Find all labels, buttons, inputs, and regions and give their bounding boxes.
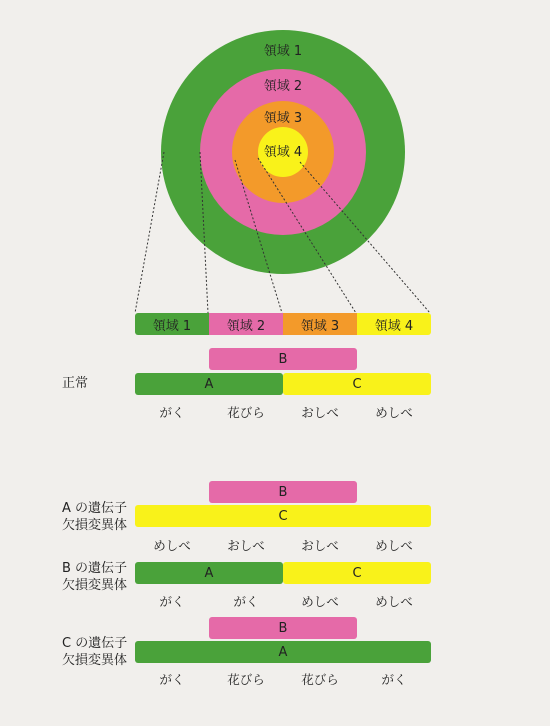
c-mutant-gene-b-bar: B: [209, 617, 357, 639]
a-mutant-label: [62, 500, 127, 534]
b-mutant-organ-1: がく: [159, 594, 185, 609]
normal-organ-1: がく: [159, 405, 185, 420]
region-bar-3: 領域 3: [283, 313, 357, 335]
ring-label-3: 領域 3: [263, 111, 303, 126]
c-mutant-organ-2: 花びら: [227, 672, 265, 687]
region-bar-4: 領域 4: [357, 313, 431, 335]
ring-label-1: 領域 1: [263, 44, 303, 59]
c-mutant-label: [62, 635, 127, 669]
c-mutant-label-line2: 欠損変異体: [62, 653, 128, 668]
a-mutant-organ-4: めしべ: [375, 538, 413, 553]
b-mutant-gene-c-bar: C: [283, 562, 431, 584]
b-mutant-label: [62, 560, 127, 594]
a-mutant-organ-2: おしべ: [227, 538, 265, 553]
a-mutant-gene-b-bar: B: [209, 481, 357, 503]
region-bar-1: 領域 1: [135, 313, 209, 335]
a-mutant-label-line2: 欠損変異体: [62, 518, 128, 533]
c-mutant-organ-4: がく: [381, 672, 407, 687]
normal-organ-3: おしべ: [301, 405, 339, 420]
c-mutant-organ-3: 花びら: [301, 672, 339, 687]
b-mutant-gene-a-bar: A: [135, 562, 283, 584]
normal-gene-c-bar: C: [283, 373, 431, 395]
c-mutant-organ-1: がく: [159, 672, 185, 687]
normal-label: 正常: [62, 376, 89, 391]
b-mutant-label-line2: 欠損変異体: [62, 578, 128, 593]
normal-gene-b-bar: B: [209, 348, 357, 370]
ring-label-2: 領域 2: [263, 79, 303, 94]
b-mutant-organ-2: がく: [233, 594, 259, 609]
b-mutant-label-line1: B の遺伝子: [62, 561, 128, 576]
normal-organ-2: 花びら: [227, 405, 265, 420]
a-mutant-gene-c-bar: C: [135, 505, 431, 527]
connector-line: [135, 152, 164, 313]
c-mutant-label-line1: C の遺伝子: [62, 636, 128, 651]
a-mutant-organ-1: めしべ: [153, 538, 191, 553]
normal-organ-4: めしべ: [375, 405, 413, 420]
normal-gene-a-bar: A: [135, 373, 283, 395]
b-mutant-organ-4: めしべ: [375, 594, 413, 609]
b-mutant-organ-3: めしべ: [301, 594, 339, 609]
c-mutant-gene-a-bar: A: [135, 641, 431, 663]
a-mutant-organ-3: おしべ: [301, 538, 339, 553]
a-mutant-label-line1: A の遺伝子: [62, 501, 128, 516]
ring-label-4: 領域 4: [263, 145, 303, 160]
region-bar-2: 領域 2: [209, 313, 283, 335]
